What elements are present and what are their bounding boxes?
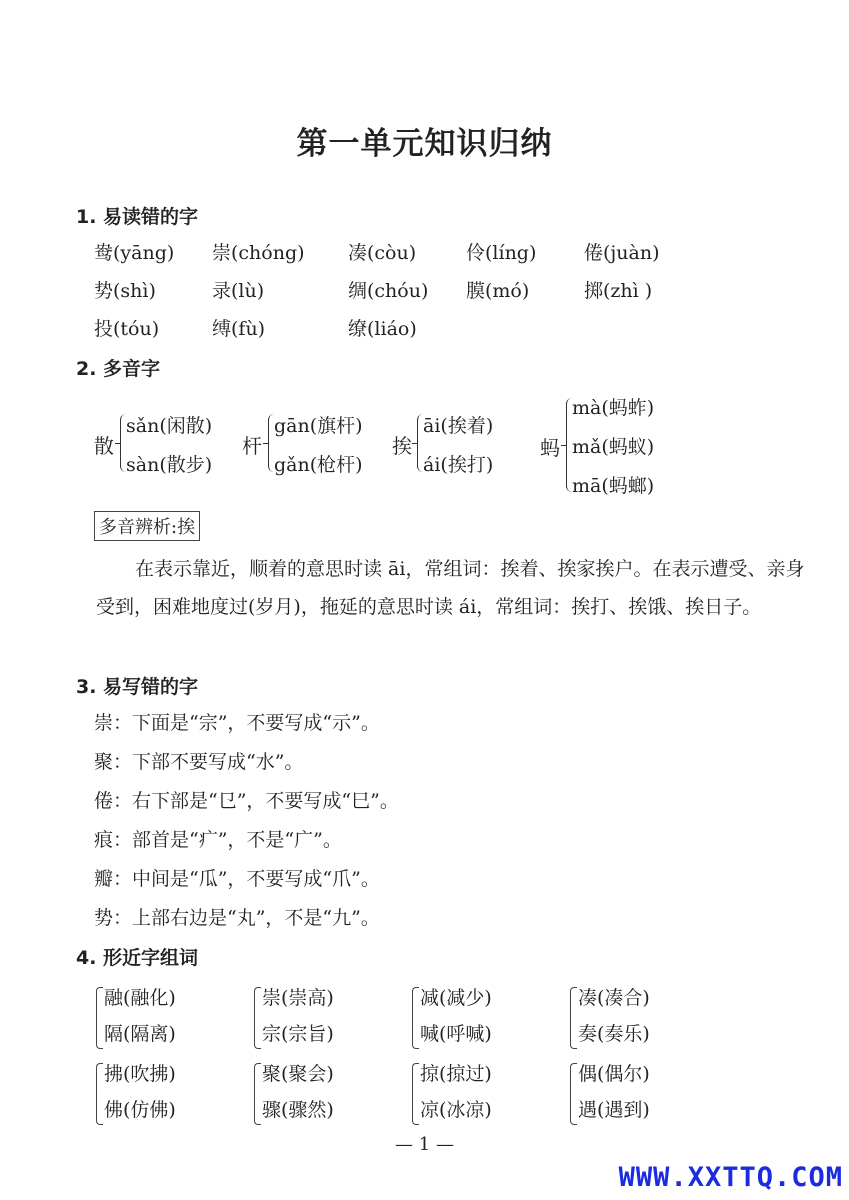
pair-word: 掠(掠过) [420, 1063, 492, 1085]
pair-word: 减(减少) [420, 987, 492, 1009]
polyphone-option: mà(蚂蚱) [572, 397, 655, 419]
polyphone-analysis-label: 多音辨析:挨 [94, 511, 200, 541]
misread-cell: 崇(chóng) [212, 242, 305, 264]
pair-word: 拂(吹拂) [104, 1063, 176, 1085]
miswrite-line: 崇：下面是“宗”，不要写成“示”。 [94, 712, 380, 734]
pair-word: 喊(呼喊) [420, 1023, 492, 1045]
page-title: 第一单元知识归纳 [296, 126, 553, 162]
pair-word: 聚(聚会) [262, 1063, 334, 1085]
polyphone-option: sǎn(闲散) [126, 415, 213, 437]
polyphone-char: 散 [94, 434, 114, 458]
pair-word: 凉(冰凉) [420, 1099, 492, 1121]
pair-word: 宗(宗旨) [262, 1023, 334, 1045]
misread-cell: 录(lù) [212, 280, 265, 302]
pair-word: 隔(隔离) [104, 1023, 176, 1045]
misread-cell: 伶(líng) [466, 242, 537, 264]
polyphone-char: 蚂 [540, 436, 560, 460]
pair-word: 佛(仿佛) [104, 1099, 176, 1121]
miswrite-line: 瓣：中间是“瓜”，不要写成“爪”。 [94, 868, 380, 890]
miswrite-line: 痕：部首是“疒”，不是“广”。 [94, 829, 342, 851]
polyphone-option: mǎ(蚂蚁) [572, 436, 655, 458]
pair-word: 遇(遇到) [578, 1099, 650, 1121]
polyphone-option: mā(蚂螂) [572, 475, 655, 497]
misread-cell: 缭(liáo) [348, 318, 417, 340]
pair-word: 奏(奏乐) [578, 1023, 650, 1045]
paragraph-text: 在表示靠近，顺着的意思时读 āi，常组词：挨着、挨家挨户。在表示遭受、亲身受到，困难地度过(岁月)，拖延的意思时读 ái，常组词：挨打、挨饿、挨日子。 [96, 558, 805, 618]
miswrite-line: 倦：右下部是“㔾”，不要写成“巳”。 [94, 790, 399, 812]
misread-cell: 投(tóu) [94, 318, 160, 340]
polyphone-option: sàn(散步) [126, 454, 213, 476]
polyphone-option: āi(挨着) [423, 415, 494, 437]
polyphone-option: gǎn(枪杆) [274, 454, 363, 476]
pair-word: 偶(偶尔) [578, 1063, 650, 1085]
section-heading-4: 4. 形近字组词 [76, 947, 199, 969]
polyphone-option: ái(挨打) [423, 454, 494, 476]
polyphone-option: gān(旗杆) [274, 415, 363, 437]
section-heading-2: 2. 多音字 [76, 358, 161, 380]
polyphone-char: 杆 [242, 434, 262, 458]
section-heading-1: 1. 易读错的字 [76, 206, 199, 228]
polyphone-analysis-paragraph [96, 550, 816, 626]
pair-word: 融(融化) [104, 987, 176, 1009]
section-heading-3: 3. 易写错的字 [76, 676, 199, 698]
misread-cell: 倦(juàn) [584, 242, 660, 264]
miswrite-line: 势：上部右边是“丸”，不是“九”。 [94, 907, 380, 929]
misread-cell: 绸(chóu) [348, 280, 429, 302]
misread-cell: 掷(zhì ) [584, 280, 653, 302]
page-number: — 1 — [395, 1134, 454, 1155]
misread-cell: 鸯(yāng) [94, 242, 175, 264]
miswrite-line: 聚：下部不要写成“水”。 [94, 751, 304, 773]
pair-word: 崇(崇高) [262, 987, 334, 1009]
watermark: WWW.XXTTQ.COM [618, 1162, 843, 1193]
misread-cell: 势(shì) [94, 280, 156, 302]
misread-cell: 膜(mó) [466, 280, 530, 302]
pair-word: 骤(骤然) [262, 1099, 334, 1121]
polyphone-char: 挨 [392, 434, 412, 458]
pair-word: 凑(凑合) [578, 987, 650, 1009]
misread-cell: 缚(fù) [212, 318, 266, 340]
misread-cell: 凑(còu) [348, 242, 417, 264]
